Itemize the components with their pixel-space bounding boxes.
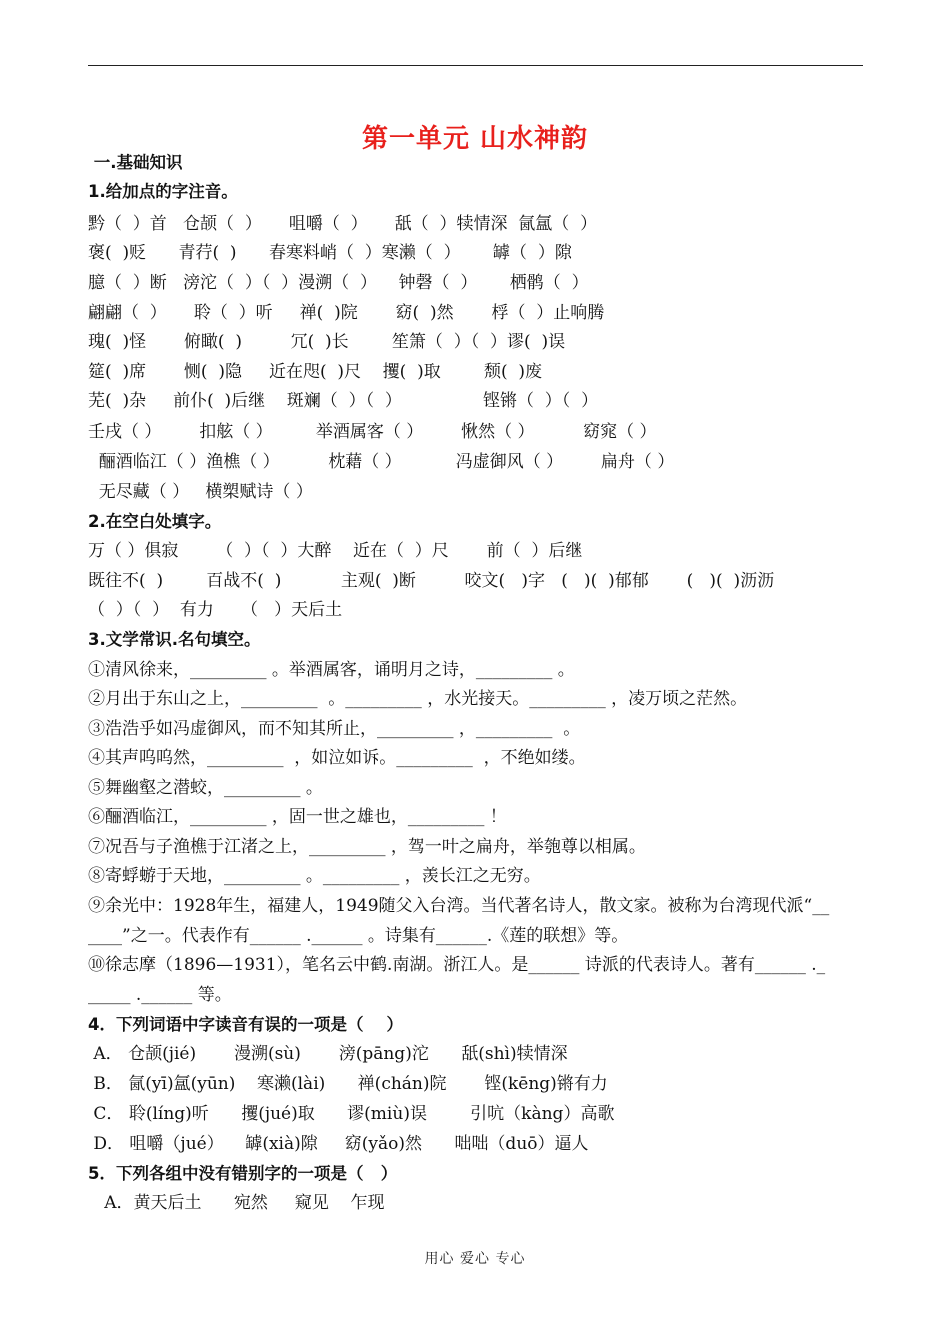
text-line: 翩翩（ ） 聆（ ）听 禅( )院 窈( )然 桴（ ）止响腾: [88, 303, 605, 323]
text-line: 臆（ ）断 滂沱（ ）（ ）漫溯（ ） 钟磬（ ） 栖鹘（ ）: [88, 273, 589, 293]
text-line: ____”之一。代表作有______ .______ 。诗集有______.《莲的联想》等。: [88, 926, 629, 946]
text-line: ⑧寄蜉蝣于天地，_________ 。_________ ，羡长江之无穷。: [88, 866, 541, 886]
text-line: 黔（ ）首 仓颉（ ） 咀嚼（ ） 舐（ ）犊情深 氤氲（ ）: [88, 214, 598, 234]
text-line: ⑩徐志摩（1896—1931），笔名云中鹤.南湖。浙江人。是______ 诗派的代表诗人。著有______ ._: [88, 955, 826, 975]
text-line: ④其声呜呜然，_________ ，如泣如诉。_________ ，不绝如缕。: [88, 748, 586, 768]
text-line: _____ .______ 等。: [88, 985, 232, 1005]
text-line: C． 聆(líng)听 攫(jué)取 谬(miù)误 引吭（kàng）高歌: [88, 1104, 615, 1124]
text-line: 万（ ）俱寂 （ ）（ ）大醉 近在（ ）尺 前（ ）后继: [88, 541, 583, 561]
section-heading: 3.文学常识.名句填空。: [88, 630, 261, 649]
text-line: ⑨余光中：1928年生，福建人，1949随父入台湾。当代著名诗人，散文家。被称为台湾现代派“__: [88, 896, 830, 916]
text-line: ③浩浩乎如冯虚御风，而不知其所止，_________ ，_________ 。: [88, 719, 581, 739]
text-line: 筵( )席 恻( )隐 近在咫( )尺 攫( )取 颓( )废: [88, 362, 543, 382]
text-line: 无尽藏（ ） 横槊赋诗（ ）: [88, 482, 313, 502]
text-line: 既往不( ) 百战不( ) 主观( )断 咬文( )字 ( )( )郁郁 ( )( )沥沥: [88, 571, 775, 591]
section-heading: 2.在空白处填字。: [88, 512, 222, 531]
text-line: 褒( )贬 青荇( ) 春寒料峭（ ）寒濑（ ） 罅（ ）隙: [88, 243, 572, 263]
section-heading: 4．下列词语中字读音有误的一项是（ ）: [88, 1015, 403, 1034]
text-line: ②月出于东山之上，_________ 。_________ ，水光接天。_________ ，凌万顷之茫然。: [88, 689, 748, 709]
text-line: （ ）（ ） 有力 （ ）天后土: [88, 600, 343, 620]
page-title: 第一单元 山水神韵: [361, 124, 589, 154]
text-line: A．黄天后土 宛然 窥见 乍现: [88, 1193, 385, 1213]
text-line: A． 仓颉(jié) 漫溯(sù) 滂(pāng)沱 舐(shì)犊情深: [88, 1044, 568, 1064]
section-heading: 5．下列各组中没有错别字的一项是（ ）: [88, 1164, 398, 1183]
text-line: D． 咀嚼（jué） 罅(xià)隙 窈(yǎo)然 咄咄（duō）逼人: [88, 1134, 589, 1154]
text-line: 芜( )杂 前仆( )后继 斑斓（ ）（ ） 铿锵（ ）（ ）: [88, 391, 599, 411]
page-footer: 用心 爱心 专心: [424, 1251, 526, 1267]
text-line: ①清风徐来，_________ 。举酒属客，诵明月之诗，_________ 。: [88, 660, 575, 680]
section-heading: 一.基础知识: [88, 153, 183, 172]
section-heading: 1.给加点的字注音。: [88, 182, 238, 201]
text-line: ⑥酾酒临江，_________ ，固一世之雄也，_________ ！: [88, 807, 507, 827]
text-line: 酾酒临江（ ）渔樵（ ） 枕藉（ ） 冯虚御风（ ） 扁舟（ ）: [88, 452, 675, 472]
text-line: 瑰( )怪 俯瞰( ) 冗( )长 笙箫（ ）（ ）谬( )误: [88, 332, 566, 352]
text-line: B． 氤(yī)氲(yūn) 寒濑(lài) 禅(chán)院 铿(kēng)锵有力: [88, 1074, 608, 1094]
text-line: 壬戌（ ） 扣舷（ ） 举酒属客（ ） 愀然（ ） 窈窕（ ）: [88, 422, 657, 442]
text-line: ⑤舞幽壑之潜蛟，_________ 。: [88, 778, 323, 798]
text-line: ⑦况吾与子渔樵于江渚之上，_________ ，驾一叶之扁舟，举匏尊以相属。: [88, 837, 646, 857]
header-rule: [88, 65, 863, 66]
